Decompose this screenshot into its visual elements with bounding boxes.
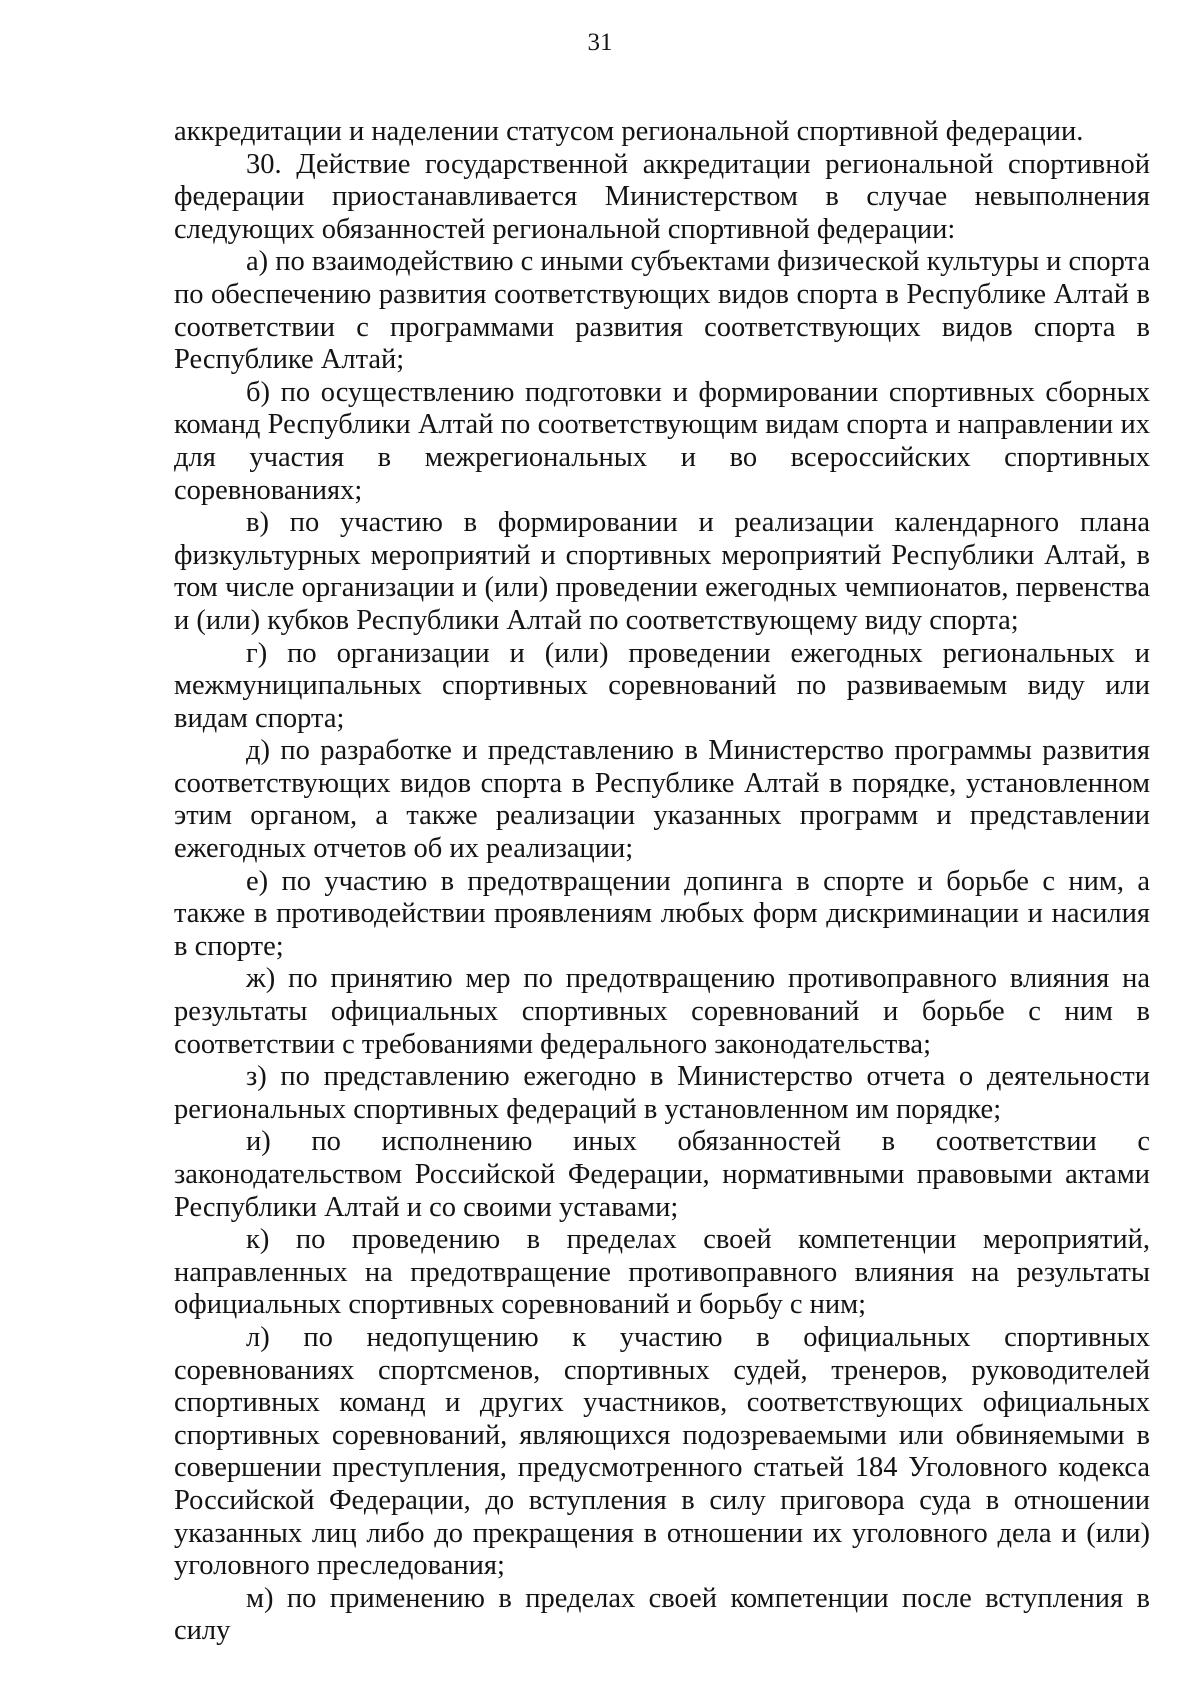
paragraph-item-b: б) по осуществлению подготовки и формировании спортивных сборных команд Республики Алтай по соответствующим видам спорта и направлении их для участия в межрегиональных и во всероссийских спортивных соревнованиях; xyxy=(174,376,1150,506)
document-body xyxy=(174,116,1150,1648)
paragraph-item-i: и) по исполнению иных обязанностей в соответствии с законодательством Российской Федерации, нормативными правовыми актами Республики Алтай и со своими уставами; xyxy=(174,1126,1150,1223)
paragraph-item-e: е) по участию в предотвращении допинга в спорте и борьбе с ним, а также в противодействии проявлениям любых форм дискриминации и насилия в спорте; xyxy=(174,865,1150,962)
paragraph-clause-30: 30. Действие государственной аккредитации региональной спортивной федерации приостанавливается Министерством в случае невыполнения следующих обязанностей региональной спортивной федерации: xyxy=(174,148,1150,245)
paragraph-item-v: в) по участию в формировании и реализации календарного плана физкультурных мероприятий и спортивных мероприятий Республики Алтай, в том числе организации и (или) проведении ежегодных чемпионатов, первенства и (или) кубков Республики Алтай по соответствующему виду спорта; xyxy=(174,507,1150,636)
paragraph-item-g: г) по организации и (или) проведении ежегодных региональных и межмуниципальных спортивных соревнований по развиваемым виду или видам спорта; xyxy=(174,637,1150,734)
paragraph-item-d: д) по разработке и представлению в Министерство программы развития соответствующих видов спорта в Республике Алтай в порядке, установленном этим органом, а также реализации указанных программ и представлении ежегодных отчетов об их реализации; xyxy=(174,735,1150,865)
paragraph-item-z: з) по представлению ежегодно в Министерство отчета о деятельности региональных спортивных федераций в установленном им порядке; xyxy=(174,1061,1150,1125)
paragraph-continuation: аккредитации и наделении статусом региональной спортивной федерации. xyxy=(174,116,1084,147)
paragraph-item-zh: ж) по принятию мер по предотвращению противоправного влияния на результаты официальных спортивных соревнований и борьбе с ним в соответствии с требованиями федерального законодательства; xyxy=(174,963,1150,1060)
paragraph-item-k: к) по проведению в пределах своей компетенции мероприятий, направленных на предотвращение противоправного влияния на результаты официальных спортивных соревнований и борьбу с ним; xyxy=(174,1224,1150,1321)
paragraph-item-l: л) по недопущению к участию в официальных спортивных соревнованиях спортсменов, спортивных судей, тренеров, руководителей спортивных команд и других участников, соответствующих официальных спортивных соревнований, являющихся подозреваемыми или обвиняемыми в совершении преступления, предусмотренного статьей 184 Уголовного кодекса Российской Федерации, до вступления в силу приговора суда в отношении указанных лиц либо до прекращения в отношении их уголовного дела и (или) уголовного преследования; xyxy=(174,1321,1150,1582)
page-number: 31 xyxy=(587,29,613,56)
paragraph-item-m: м) по применению в пределах своей компетенции после вступления в силу xyxy=(174,1582,1150,1647)
paragraph-item-a: а) по взаимодействию с иными субъектами физической культуры и спорта по обеспечению развития соответствующих видов спорта в Республике Алтай в соответствии с программами развития соответствующих видов спорта в Республике Алтай; xyxy=(174,246,1150,376)
